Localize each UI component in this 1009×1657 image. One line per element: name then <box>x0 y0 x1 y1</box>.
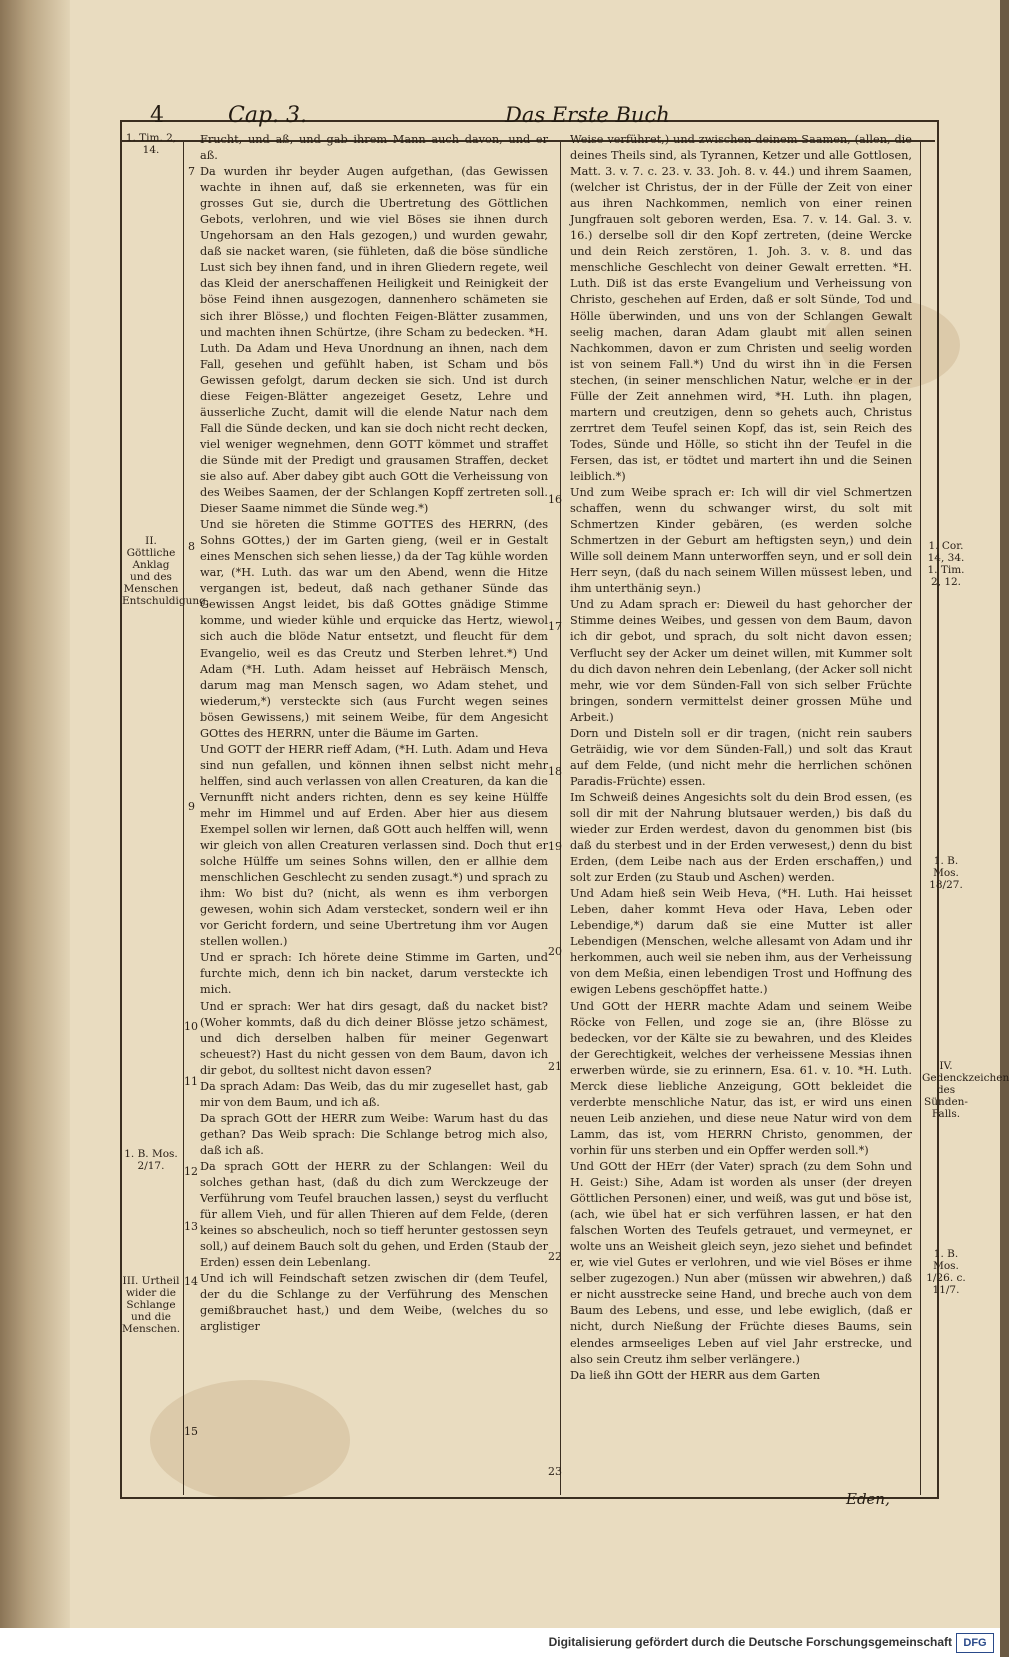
paragraph: Und Adam hieß sein Weib Heva, (*H. Luth. Hai heisset Leben, daher kommt Heva oder Hava, Leben oder Lebendige,*) darum daß sie eine Mutter ist aller Lebendigen (Menschen, welche allesamt von Adam und ihr herkommen, auch weil sie neben ihm, aus der Verheissung von dem Meßia, einen lebendigen Trost und Hoffnung des ewigen Lebens geschöpffet hatte.) <box>570 887 912 997</box>
margin-note-left: II. Göttliche Anklag und des Menschen Entschuldigung. <box>122 535 210 607</box>
book-title: Das Erste Buch <box>505 103 670 127</box>
margin-note-right: IV. Gedenckzeichen des Sünden-Falls. <box>922 1060 1009 1120</box>
paragraph: Und GOTT der HERR rieff Adam, (*H. Luth. Adam und Heva sind nun gefallen, und können ihnen selbst nicht mehr helffen, sind auch verlassen von allen Creaturen, da kan die Vernunfft nicht anders richten, denn es sey keine Hülffe mehr im Himmel und auf Erden. Aber hier aus diesem Exempel sollen wir lernen, daß GOtt auch helffen will, wenn wir gleich von allen Creaturen verlassen sind. Doch thut er solche Hülffe um seines Sohns willen, den er allhie dem menschlichen Geschlecht zu senden zusagt.*) und sprach zu ihm: Wo bist du? (nicht, als wenn es ihm verborgen gewesen, wohin sich Adam verstecket, sondern weil er ihn vor Gericht fordern, und seine Ubertretung ihm vor Augen stellen wollen.) <box>200 742 548 949</box>
digitization-footer <box>0 1628 1000 1657</box>
paragraph: Und er sprach: Wer hat dirs gesagt, daß du nacket bist? (Woher kommts, daß du dich deiner Blösse jetzo schämest, und dich derselben halben für meiner Gegenwart scheuest?) Hast du nicht gessen von dem Baum, davon ich dir gebot, du solltest nicht davon essen? <box>200 999 548 1077</box>
verse-number: 12 <box>184 1165 198 1178</box>
verse-number: 18 <box>548 765 562 778</box>
verse-number: 20 <box>548 945 562 958</box>
margin-note-right: 1. B. Mos. 1/26. c. 11/7. <box>926 1248 966 1296</box>
paragraph: Weise verführet,) und zwischen deinem Saamen, (allen, die deines Theils sind, als Tyrannen, Ketzer und alle Gottlosen, Matt. 3. v. 7. c. 23. v. 33. Joh. 8. v. 44.) und ihrem Saamen, (welcher ist Christus, der in der Fülle der Zeit von einer aus ihren Nachkommen, nemlich von einer reinen Jungfrauen solt geboren werden, Esa. 7. v. 14. Gal. 3. v. 16.) derselbe soll dir den Kopf zertreten, (deine Wercke und dein Reich zerstören, 1. Joh. 3. v. 8. und das menschliche Geschlecht von deiner Gewalt erretten. *H. Luth. Diß ist das erste Evangelium und Verheissung von Christo, geschehen auf Erden, daß er solt Sünde, Tod und Hölle überwinden, und uns von der Schlangen Gewalt seelig machen, daran Adam glaubt mit allen seinen Nachkommen, davon er zum Christen und seelig worden ist von seinem Fall.*) Und du wirst ihn in die Fersen stechen, (in seiner menschlichen Natur, welche er in der Fülle der Zeit annehmen wird, *H. Luth. ihn plagen, martern und creutzigen, denn so gehets auch, Christus zerrtret dem Teufel seinen Kopf, das ist, sein Reich des Todes, Sünde und Hölle, so sticht ihn der Teufel in die Fersen, das ist, er tödtet und martert ihn und die Seinen leiblich.*) <box>570 133 912 483</box>
margin-note-left: 1. Tim. 2, 14. <box>125 132 177 156</box>
verse-number: 22 <box>548 1250 562 1263</box>
verse-number: 19 <box>548 840 562 853</box>
paragraph: Da sprach GOtt der HERR zu der Schlangen: Weil du solches gethan hast, (daß du dich zum Werckzeuge der Verführung vom Teufel brauchen lassen,) seyst du verflucht für allem Vieh, und für allen Thieren auf dem Felde, (deren keines so abscheulich, noch so tieff herunter gestossen seyn soll,) auf deinem Bauch solt du gehen, und Erden (Staub der Erden) essen dein Lebenlang. <box>200 1160 548 1270</box>
catchword: Eden, <box>846 1490 890 1508</box>
verse-number: 15 <box>184 1425 198 1438</box>
paragraph: Frucht, und aß, und gab ihrem Mann auch davon, und er aß. <box>200 133 548 163</box>
paragraph: Und ich will Feindschaft setzen zwischen dir (dem Teufel, der du die Schlange zu der Verführung des Menschen gemißbrauchet hast,) und dem Weibe, (welches du so arglistiger <box>200 1272 548 1334</box>
paragraph: Dorn und Disteln soll er dir tragen, (nicht rein saubers Geträidig, wie vor dem Sünden-Fall,) und solt das Kraut auf dem Felde, (und nicht mehr die herrlichen schönen Paradis-Früchte) essen. <box>570 726 912 788</box>
page-number: 4 <box>150 103 164 128</box>
paragraph: Und GOtt der HERR machte Adam und seinem Weibe Röcke von Fellen, und zoge sie an, (ihre Blösse zu bedecken, vor der Kälte sie zu bewahren, und des Kleides der Gerechtigkeit, welches der verheissene Messias ihnen erwerben würde, sie zu erinnern, Esa. 61. v. 10. *H. Luth. Merck diese liebliche Anzeigung, GOtt bekleidet die verderbte menschliche Natur, das ist, er wird uns einen neuen Leib anziehen, und diese neue Natur wird von dem Lamm, das ist, vom HERRN Christo, genommen, der vorhin für uns sterben und ein Opffer werden soll.*) <box>570 999 912 1157</box>
paragraph: Und er sprach: Ich hörete deine Stimme im Garten, und furchte mich, denn ich bin nacket, darum versteckte ich mich. <box>200 951 548 997</box>
paragraph: Und GOtt der HErr (der Vater) sprach (zu dem Sohn und H. Geist:) Sihe, Adam ist worden als unser (der dreyen Göttlichen Personen) einer, und weiß, was gut und böse ist, (ach, wie übel hat er sich verführen lassen, er hat den falschen Worten des Teufels getrauet, und vermeynet, er wolte uns an Weisheit gleich seyn, jezo siehet und befindet er, wie viel Gutes er verlohren, und wie viel Böses er ihme selber zugezogen.) Nun aber (müssen wir abwehren,) daß er nicht ausstrecke seine Hand, und breche auch von dem Baum des Lebens, und esse, und lebe ewiglich, (daß er nicht, durch Nießung der Früchte dieses Baums, sein elendes armseeliges Leben auf viel Jahr erstrecke, und also sein Creutz ihm selber verlängere.) <box>570 1160 912 1366</box>
margin-note-left: III. Urtheil wider die Schlange und die Menschen. <box>122 1275 181 1335</box>
paragraph: Da sprach GOtt der HERR zum Weibe: Warum hast du das gethan? Das Weib sprach: Die Schlange betrog mich also, daß ich aß. <box>200 1111 548 1157</box>
verse-number: 7 <box>188 165 195 178</box>
verse-number: 17 <box>548 620 562 633</box>
verse-number: 13 <box>184 1220 198 1233</box>
chapter-heading: Cap. 3. <box>228 103 308 128</box>
book-spine-shadow <box>0 0 70 1657</box>
verse-number: 11 <box>184 1075 198 1088</box>
paragraph: Im Schweiß deines Angesichts solt du dein Brod essen, (es soll dir mit der Nahrung blutsauer werden,) bis daß du wieder zur Erden werdest, davon du genommen bist (bis daß du sterbest und in der Erden verwesest,) denn du bist Erden, (dem Leibe nach aus der Erden erschaffen,) und solt zur Erden (zu Staub und Aschen) werden. <box>570 790 912 885</box>
verse-number: 8 <box>188 540 195 553</box>
paragraph: Und sie höreten die Stimme GOTTES des HERRN, (des Sohns GOttes,) der im Garten gieng, (weil er in Gestalt eines Menschen sich sehen liesse,) da der Tag kühle worden war, (*H. Luth. das war um den Abend, wenn die Hitze vergangen ist, bedeut, daß nach gethaner Sünde das Gewissen Angst leidet, bis daß GOttes gnädige Stimme komme, und wieder kühle und erquicke das Hertz, wiewol sich auch die blöde Natur entsetzt, und fleucht für dem Evangelio, weil es das Creutz und Sterben lehret.*) Und Adam (*H. Luth. Adam heisset auf Hebräisch Mensch, darum mag man Mensch sagen, wo Adam stehet, und wiederum,*) versteckte sich (aus Furcht wegen seines bösen Gewissens,) mit seinem Weibe, für dem Angesicht GOttes des HERRN, unter die Bäume im Garten. <box>200 518 548 740</box>
paragraph: Da ließ ihn GOtt der HERR aus dem Garten <box>570 1368 821 1382</box>
verse-number: 10 <box>184 1020 198 1033</box>
verse-number: 16 <box>548 493 562 506</box>
paragraph: Da sprach Adam: Das Weib, das du mir zugesellet hast, gab mir von dem Baum, und ich aß. <box>200 1079 548 1109</box>
margin-note-right: 1. Cor. 14, 34. 1. Tim. 2, 12. <box>927 540 965 588</box>
margin-note-right: 1. B. Mos. 18/27. <box>929 855 963 891</box>
left-text-column <box>200 132 548 1488</box>
verse-number: 9 <box>188 800 195 813</box>
footer-credit: Digitalisierung gefördert durch die Deutsche Forschungsgemeinschaft <box>548 1635 952 1649</box>
dfg-logo-icon: DFG <box>956 1633 994 1653</box>
verse-number: 23 <box>548 1465 562 1478</box>
paragraph: Und zum Weibe sprach er: Ich will dir viel Schmertzen schaffen, wenn du schwanger wirst, du solt mit Schmertzen Kinder gebären, (es werden solche Schmertzen in der Geburt am heftigsten seyn,) und dein Wille soll deinem Mann unterworffen seyn, und er soll dein Herr seyn, (daß du nach seinem Willen müssest leben, und ihm unterthänig seyn.) <box>570 486 912 596</box>
column-divider <box>560 140 561 1495</box>
right-text-column <box>570 132 912 1488</box>
paragraph: Da wurden ihr beyder Augen aufgethan, (das Gewissen wachte in ihnen auf, daß sie erkenneten, was für ein grosses Gut sie, durch die Ubertretung des Göttlichen Gebots, verlohren, und wie viel Böses sie ihnen durch Ungehorsam an den Hals gezogen,) und wurden gewahr, daß sie nacket waren, (sie fühleten, daß die böse sündliche Lust sich bey ihnen fand, und in ihren Gliedern regete, weil das Kleid der anerschaffenen Heiligkeit und Reinigkeit der böse Feind ihnen ausgezogen, dannenhero schämeten sie sich ihrer Blösse,) und flochten Feigen-Blätter zusammen, und machten ihnen Schürtze, (ihre Scham zu bedecken. *H. Luth. Da Adam und Heva Unordnung an ihnen, nach dem Fall, gesehen und gefühlt haben, ist Scham und bös Gewissen gefolgt, darum decken sie sich. Und ist durch diese Feigen-Blätter angezeiget Gesetz, Lehre und äusserliche Zucht, damit will die elende Natur nach dem Fall die Sünde decken, und kan sie doch nicht recht decken, viel weniger wegnehmen, denn GOTT kömmet und straffet die Sünde mit der Predigt und grausamen Straffen, decket sie also auf. Aber dabey gibt auch GOtt die Verheissung von des Weibes Saamen, der der Schlangen Kopff zertreten soll. Dieser Saame nimmet die Sünde weg.*) <box>200 165 548 516</box>
right-margin-rule <box>920 140 921 1495</box>
verse-number: 14 <box>184 1275 198 1288</box>
margin-note-left: 1. B. Mos. 2/17. <box>124 1148 178 1172</box>
paragraph: Und zu Adam sprach er: Dieweil du hast gehorcher der Stimme deines Weibes, und gessen von dem Baum, davon ich dir gebot, und sprach, du solt nicht davon essen; Verflucht sey der Acker um deinet willen, mit Kummer solt du dich davon nehren dein Lebenlang, (der Acker soll nicht mehr, wie vor dem Sünden-Fall von sich selber Früchte bringen, sondern vermittelst deiner grossen Mühe und Arbeit.) <box>570 598 912 724</box>
left-margin-rule <box>183 140 184 1495</box>
verse-number: 21 <box>548 1060 562 1073</box>
